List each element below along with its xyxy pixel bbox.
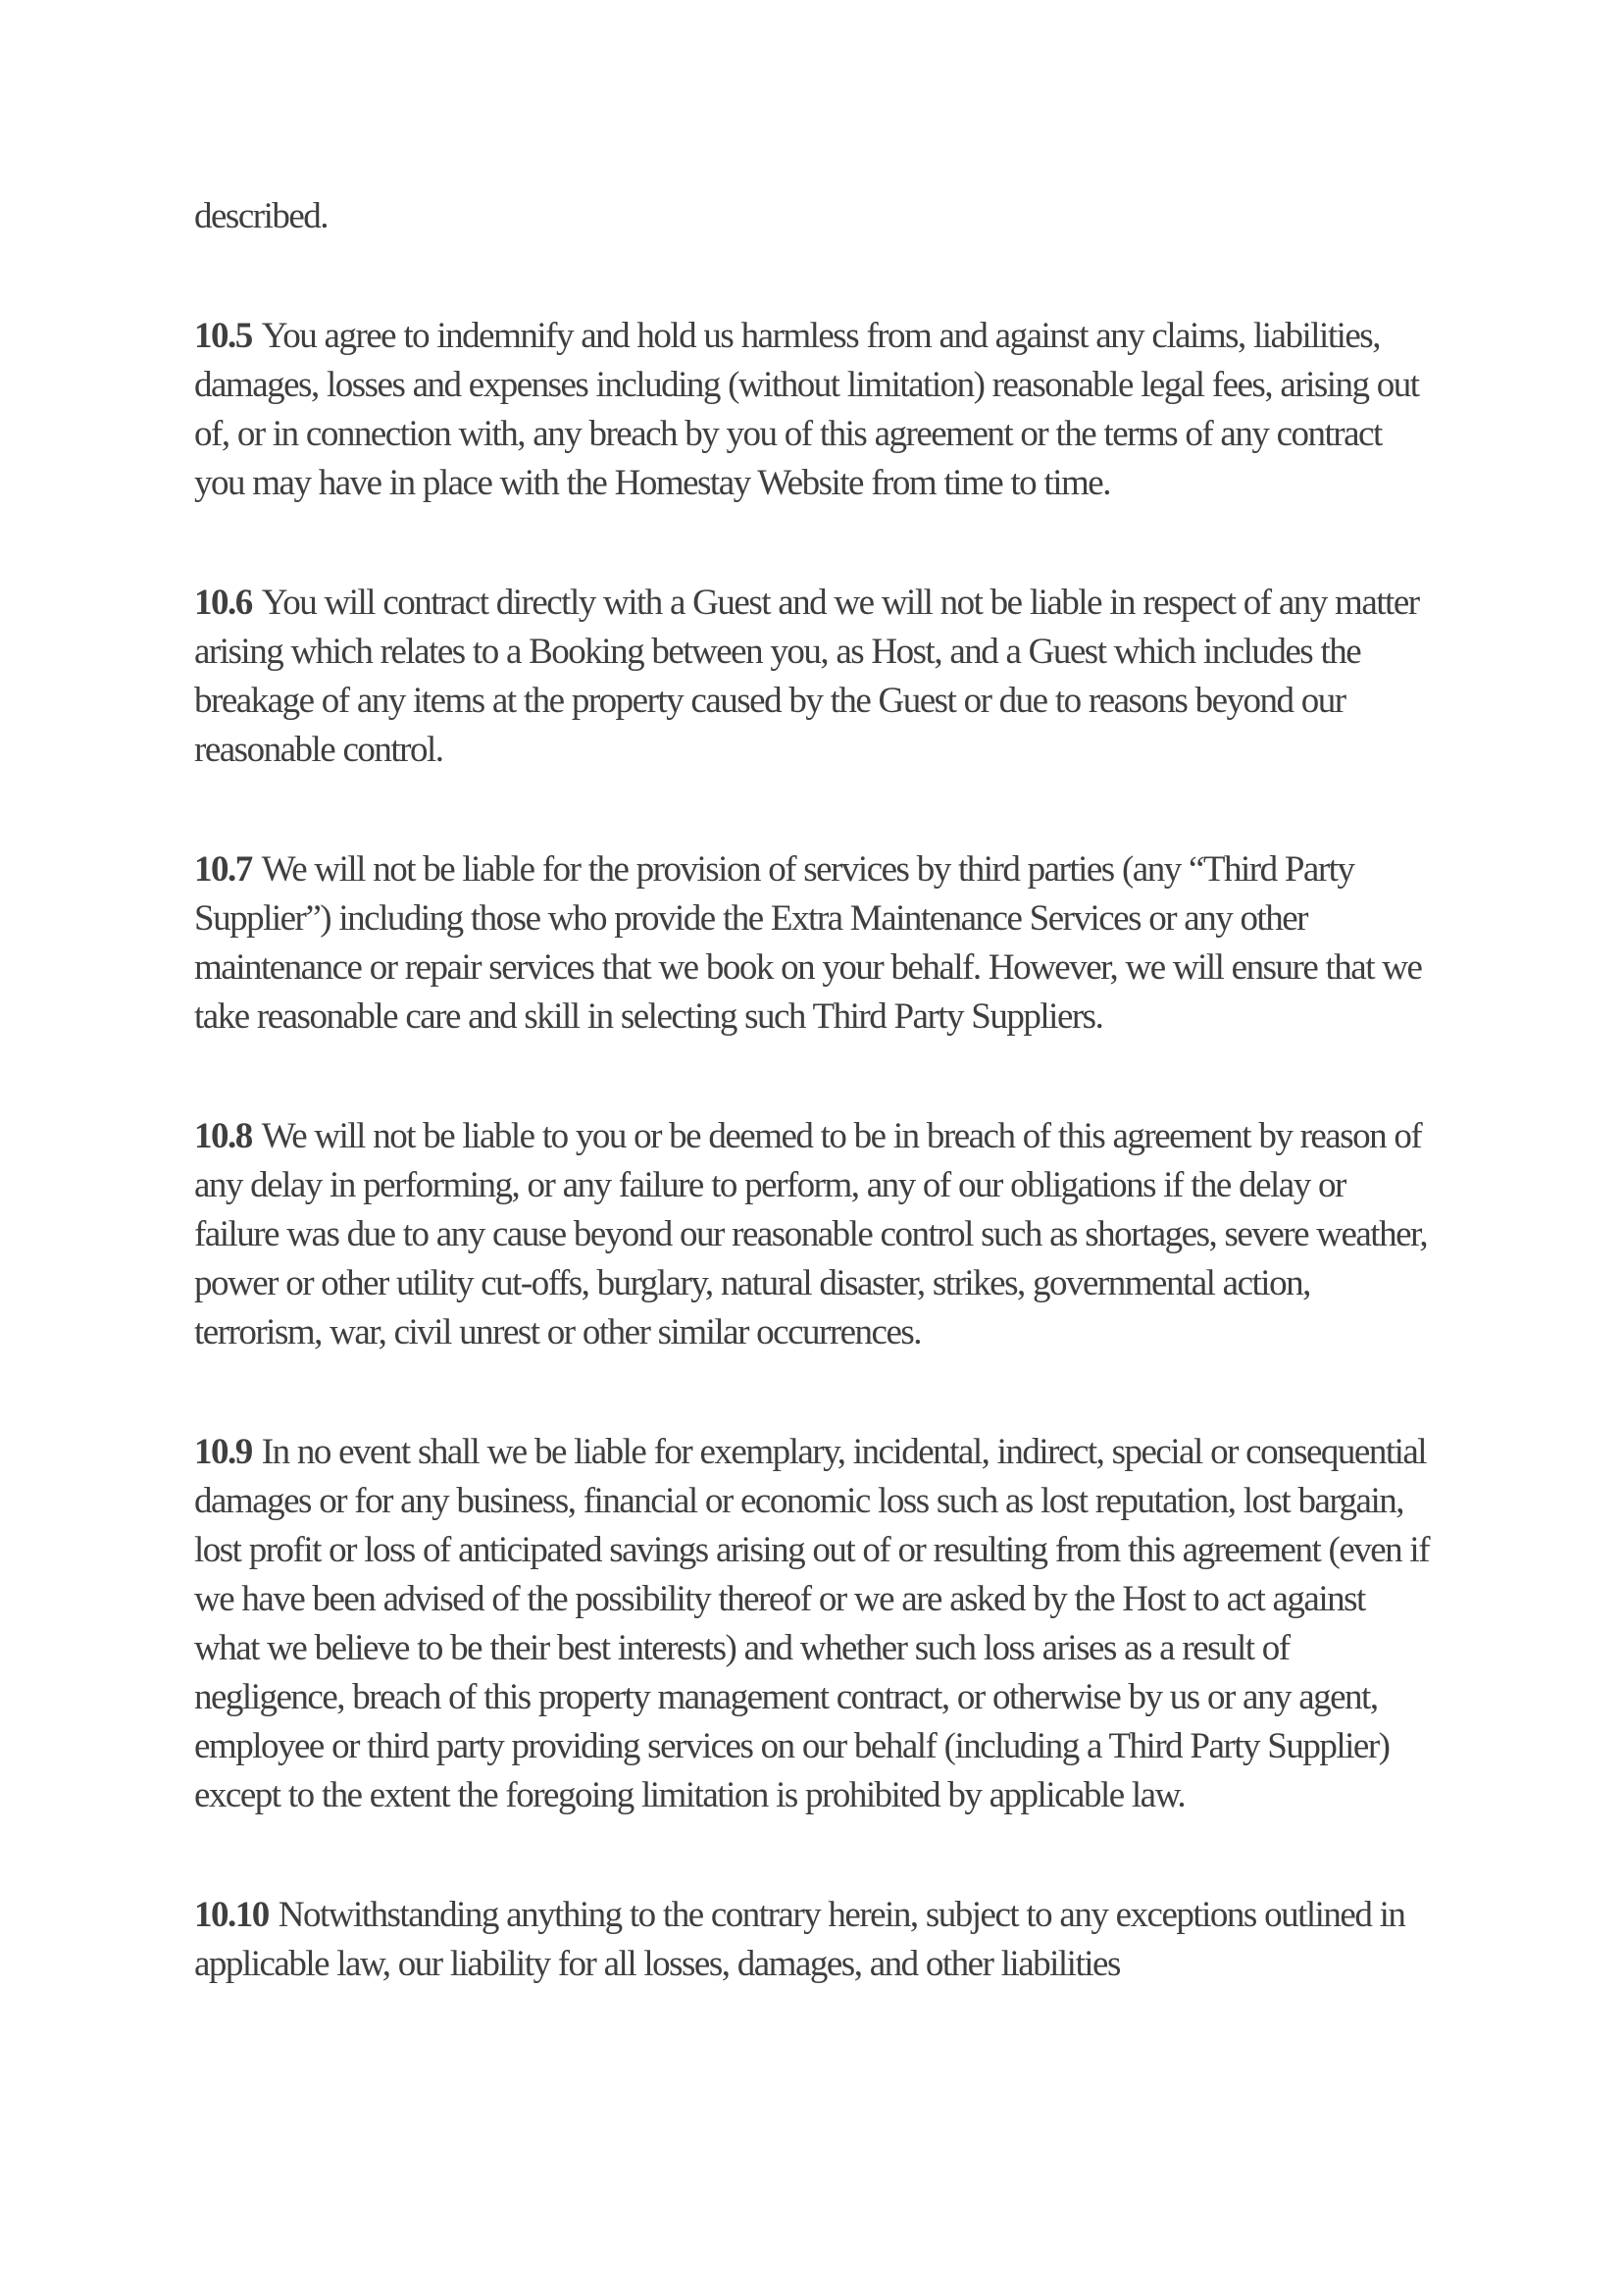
clause-text: described. xyxy=(194,196,329,236)
clause-number: 10.5 xyxy=(194,316,252,356)
document-content xyxy=(194,192,1432,2060)
clause-10-10 xyxy=(194,1891,1432,1989)
clause-text: You will contract directly with a Guest and we will not be liable in respect of any matter arising which relates to a Booking between you, as Host, and a Guest which includes the breakage of any items at the property caused by the Guest or due to reasons beyond our reasonable control. xyxy=(194,583,1419,770)
clause-number: 10.9 xyxy=(194,1432,252,1472)
clause-number: 10.7 xyxy=(194,849,252,890)
clause-10-8 xyxy=(194,1112,1432,1357)
paragraph-described-fragment xyxy=(194,192,1432,241)
clause-number: 10.10 xyxy=(194,1895,269,1935)
clause-10-7 xyxy=(194,845,1432,1042)
clause-text: Notwithstanding anything to the contrary herein, subject to any exceptions outlined in applicable law, our liability for all losses, damages, and other liabilities xyxy=(194,1895,1405,1984)
clause-number: 10.8 xyxy=(194,1116,252,1156)
clause-text: You agree to indemnify and hold us harmless from and against any claims, liabilities, damages, losses and expenses including (without limitation) reasonable legal fees, arising out of, or in connection with, any breach by you of this agreement or the terms of any contract you may have in place with the Homestay Website from time to time. xyxy=(194,316,1419,503)
clause-10-6 xyxy=(194,579,1432,775)
clause-10-5 xyxy=(194,312,1432,508)
clause-text: In no event shall we be liable for exemplary, incidental, indirect, special or consequential damages or for any business, financial or economic loss such as lost reputation, lost bargain, lost profit or loss of anticipated savings arising out of or resulting from this agreement (even if we have been advised of the possibility thereof or we are asked by the Host to act against what we believe to be their best interests) and whether such loss arises as a result of negligence, breach of this property management contract, or otherwise by us or any agent, employee or third party providing services on our behalf (including a Third Party Supplier) except to the extent the foregoing limitation is prohibited by applicable law. xyxy=(194,1432,1430,1815)
clause-text: We will not be liable to you or be deemed to be in breach of this agreement by reason of any delay in performing, or any failure to perform, any of our obligations if the delay or failure was due to any cause beyond our reasonable control such as shortages, severe weather, power or other utility cut-offs, burglary, natural disaster, strikes, governmental action, terrorism, war, civil unrest or other similar occurrences. xyxy=(194,1116,1428,1352)
clause-number: 10.6 xyxy=(194,583,252,623)
clause-10-9 xyxy=(194,1428,1432,1820)
clause-text: We will not be liable for the provision of services by third parties (any “Third Party Supplier”) including those who provide the Extra Maintenance Services or any other maintenance or repair services that we book on your behalf. However, we will ensure that we take reasonable care and skill in selecting such Third Party Suppliers. xyxy=(194,849,1422,1037)
